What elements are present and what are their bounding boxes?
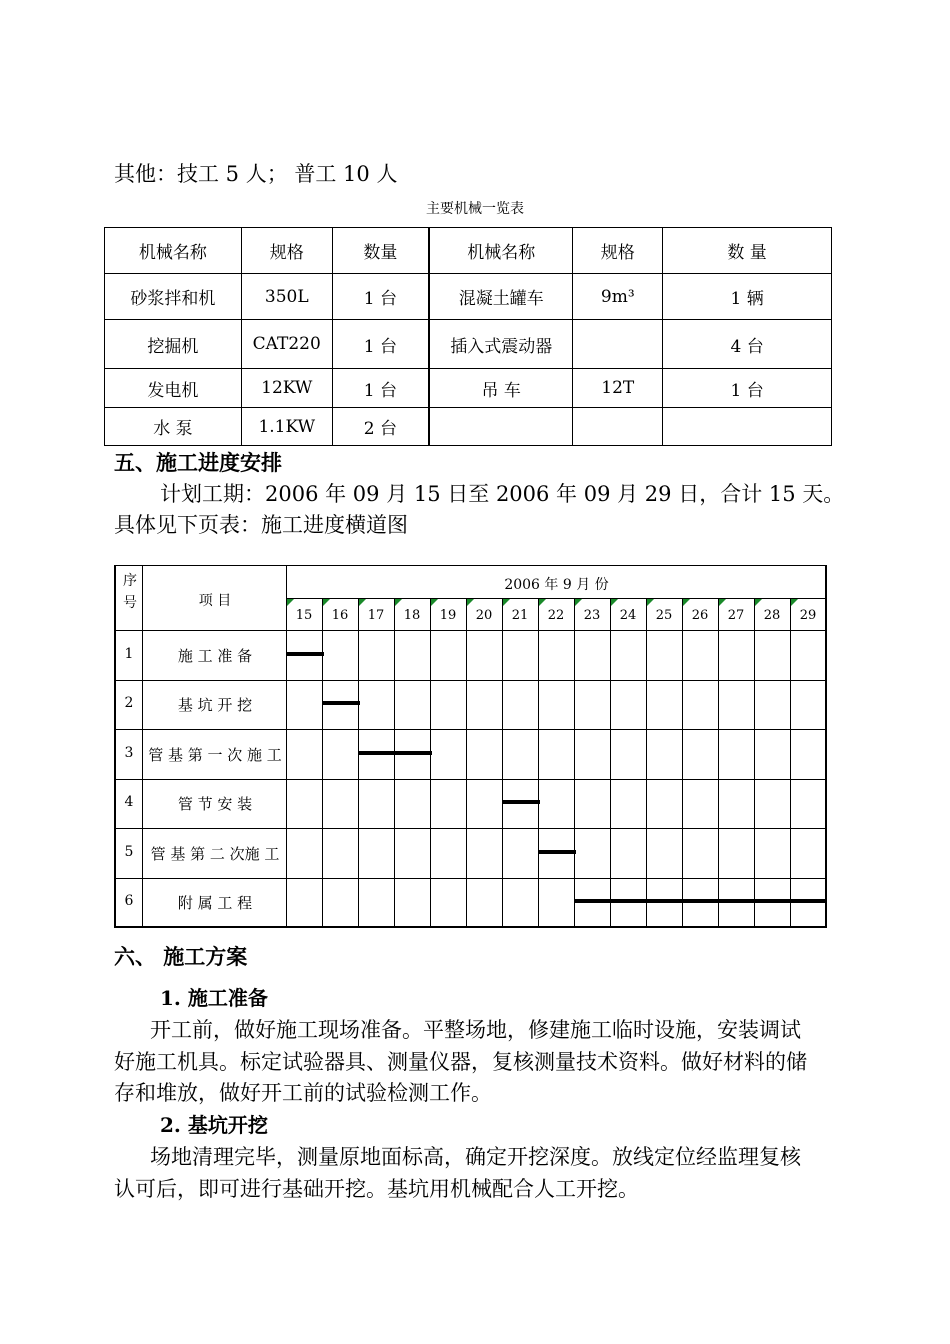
gantt-item-header: 项 目 <box>198 593 232 609</box>
paragraph-line: 认可后，即可进行基础开挖。基坑用机械配合人工开挖。 <box>114 1177 639 1201</box>
table-cell: 1 台 <box>332 320 429 369</box>
table-cell <box>429 408 573 446</box>
header-cell: 机械名称 <box>105 228 242 274</box>
gantt-task-seq: 1 <box>124 645 134 662</box>
table-cell: 2 台 <box>332 408 429 446</box>
table-cell: 挖掘机 <box>105 320 242 369</box>
gantt-day-label: 22 <box>547 608 565 623</box>
gantt-seq-header: 序号 <box>123 573 137 611</box>
gantt-row-divider <box>116 779 825 780</box>
gantt-cell-marker <box>791 599 798 606</box>
gantt-day-label: 18 <box>403 608 421 623</box>
table-cell: 吊 车 <box>429 369 573 408</box>
gantt-task-bar <box>502 800 540 804</box>
gantt-task-name: 管 基 第 二 次施 工 <box>150 844 280 863</box>
table-cell: 1.1KW <box>241 408 332 446</box>
gantt-task-seq: 5 <box>124 843 134 860</box>
paragraph-line: 开工前，做好施工现场准备。平整场地，修建施工临时设施，安装调试 <box>150 1018 801 1042</box>
table-row <box>105 320 832 369</box>
section5-heading: 五、施工进度安排 <box>114 450 282 475</box>
header-cell: 数量 <box>332 228 429 274</box>
gantt-day-label: 28 <box>763 608 781 623</box>
gantt-month-title: 2006 年 9 月 份 <box>504 577 609 593</box>
gantt-task-bar <box>322 701 360 705</box>
gantt-day-label: 23 <box>583 608 601 623</box>
subsection2-heading: 2. 基坑开挖 <box>160 1113 268 1137</box>
gantt-cell-marker <box>359 599 366 606</box>
gantt-task-name: 施 工 准 备 <box>177 646 253 665</box>
gantt-task-seq: 6 <box>124 893 134 910</box>
gantt-task-bar <box>286 652 324 656</box>
gantt-row-divider <box>116 878 825 879</box>
gantt-task-bar <box>358 751 432 755</box>
gantt-cell-marker <box>431 599 438 606</box>
gantt-task-bar <box>538 850 576 854</box>
table-cell: 发电机 <box>105 369 242 408</box>
gantt-chart <box>114 565 827 928</box>
gantt-row-divider <box>116 828 825 829</box>
gantt-task-name: 附 属 工 程 <box>177 894 253 913</box>
paragraph-line: 场地清理完毕，测量原地面标高，确定开挖深度。放线定位经监理复核 <box>150 1145 801 1169</box>
table-cell <box>573 320 663 369</box>
gantt-task-seq: 3 <box>124 744 134 761</box>
machinery-table <box>104 227 832 446</box>
gantt-cell-marker <box>395 599 402 606</box>
gantt-cell-marker <box>611 599 618 606</box>
gantt-cell-marker <box>323 599 330 606</box>
gantt-cell-marker <box>719 599 726 606</box>
gantt-cell-marker <box>503 599 510 606</box>
table-cell: 4 台 <box>663 320 832 369</box>
gantt-row-divider <box>116 680 825 681</box>
gantt-task-bar <box>574 899 827 903</box>
gantt-day-label: 25 <box>655 608 673 623</box>
table-cell: 1 台 <box>332 274 429 320</box>
table-cell: 水 泵 <box>105 408 242 446</box>
paragraph-line: 好施工机具。标定试验器具、测量仪器，复核测量技术资料。做好材料的储 <box>114 1050 807 1074</box>
gantt-row-divider <box>286 598 825 599</box>
table-cell: CAT220 <box>241 320 332 369</box>
schedule-line: 计划工期：2006 年 09 月 15 日至 2006 年 09 月 29 日，合计 15 天。 <box>160 482 845 506</box>
gantt-day-label: 21 <box>511 608 529 623</box>
table-cell: 12T <box>573 369 663 408</box>
table-row <box>105 408 832 446</box>
gantt-cell-marker <box>755 599 762 606</box>
schedule-ref-line: 具体见下页表：施工进度横道图 <box>114 513 408 537</box>
gantt-task-seq: 4 <box>124 794 134 811</box>
gantt-cell-marker <box>647 599 654 606</box>
gantt-cell-marker <box>287 599 294 606</box>
gantt-day-label: 19 <box>439 608 457 623</box>
table-caption: 主要机械一览表 <box>426 201 524 217</box>
gantt-task-name: 管 基 第 一 次 施 工 <box>148 745 282 764</box>
table-cell <box>573 408 663 446</box>
gantt-day-label: 16 <box>331 608 349 623</box>
gantt-day-label: 20 <box>475 608 493 623</box>
table-cell: 插入式震动器 <box>429 320 573 369</box>
gantt-day-label: 24 <box>619 608 637 623</box>
table-cell: 12KW <box>241 369 332 408</box>
gantt-cell-marker <box>467 599 474 606</box>
gantt-cell-marker <box>575 599 582 606</box>
header-cell: 规格 <box>573 228 663 274</box>
table-header-row <box>105 228 832 274</box>
table-cell <box>663 408 832 446</box>
staff-line: 其他：技工 5 人； 普工 10 人 <box>114 162 398 186</box>
gantt-task-seq: 2 <box>124 695 134 712</box>
gantt-day-label: 15 <box>295 608 313 623</box>
table-cell: 1 辆 <box>663 274 832 320</box>
gantt-col-divider <box>142 566 143 926</box>
gantt-task-name: 管 节 安 装 <box>177 795 253 814</box>
gantt-day-label: 27 <box>727 608 745 623</box>
table-row <box>105 369 832 408</box>
paragraph-line: 存和堆放，做好开工前的试验检测工作。 <box>114 1081 492 1105</box>
gantt-day-label: 29 <box>799 608 817 623</box>
gantt-day-label: 26 <box>691 608 709 623</box>
gantt-cell-marker <box>683 599 690 606</box>
header-cell: 数 量 <box>663 228 832 274</box>
gantt-task-name: 基 坑 开 挖 <box>177 696 253 715</box>
table-cell: 1 台 <box>663 369 832 408</box>
gantt-day-label: 17 <box>367 608 385 623</box>
table-cell: 1 台 <box>332 369 429 408</box>
table-cell: 350L <box>241 274 332 320</box>
header-cell: 机械名称 <box>429 228 573 274</box>
table-cell: 9m³ <box>573 274 663 320</box>
table-cell: 砂浆拌和机 <box>105 274 242 320</box>
section6-heading: 六、 施工方案 <box>114 944 248 969</box>
gantt-row-divider <box>116 630 825 631</box>
table-cell: 混凝土罐车 <box>429 274 573 320</box>
table-row <box>105 274 832 320</box>
gantt-cell-marker <box>539 599 546 606</box>
subsection1-heading: 1. 施工准备 <box>160 986 268 1010</box>
header-cell: 规格 <box>241 228 332 274</box>
gantt-row-divider <box>116 729 825 730</box>
